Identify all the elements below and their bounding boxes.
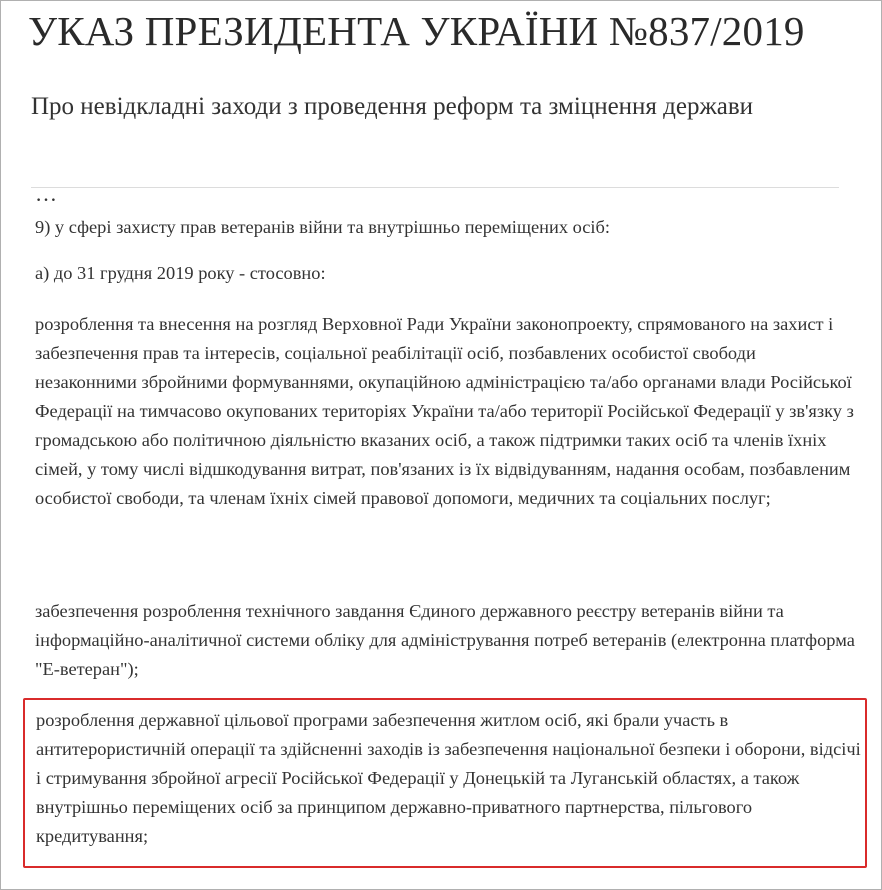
page-subtitle: Про невідкладні заходи з проведення реформ та зміцнення держави bbox=[31, 93, 754, 120]
highlighted-paragraph: розроблення державної цільової програми забезпечення житлом осіб, які брали участь в антитерористичній операції та здійсненні заходів із забезпечення національної безпеки і оборони, відсічі і стримування збройної агресії Російської Федерації у Донецькій та Луганській областях, а також внутрішньо переміщених осіб за принципом державно-приватного партнерства, пільгового кредитування; bbox=[36, 710, 861, 846]
page-title: УКАЗ ПРЕЗИДЕНТА УКРАЇНИ №837/2019 bbox=[28, 8, 805, 54]
omission-ellipsis: … bbox=[35, 181, 58, 206]
paragraph-e-veteran: забезпечення розроблення технічного завдання Єдиного державного реєстру ветеранів війни та інформаційно-аналітичної системи обліку для адміністрування потреб ветеранів (електронна платформа "Е-ветеран"); bbox=[35, 601, 855, 679]
paragraph-bill-development: розроблення та внесення на розгляд Верховної Ради України законопроекту, спрямованого на захист і забезпечення прав та інтересів, соціальної реабілітації осіб, позбавлених особистої свободи незаконними збройними формуваннями, окупаційною адміністрацією та/або органами влади Російської Федерації на тимчасово окупованих територіях України та/або території Російської Федерації у зв'язку з громадською або політичною діяльністю вказаних осіб, а також підтримки таких осіб та членів їхніх сімей, у тому числі відшкодування витрат, пов'язаних із їх відвідуванням, надання особам, позбавленим особистої свободи, та членам їхніх сімей правової допомоги, медичних та соціальних послуг; bbox=[35, 314, 854, 508]
paragraph-section-9: 9) у сфері захисту прав ветеранів війни та внутрішньо переміщених осіб: bbox=[35, 217, 611, 237]
highlighted-paragraph-box bbox=[23, 698, 867, 868]
divider bbox=[31, 187, 839, 188]
paragraph-deadline: а) до 31 грудня 2019 року - стосовно: bbox=[35, 263, 326, 283]
